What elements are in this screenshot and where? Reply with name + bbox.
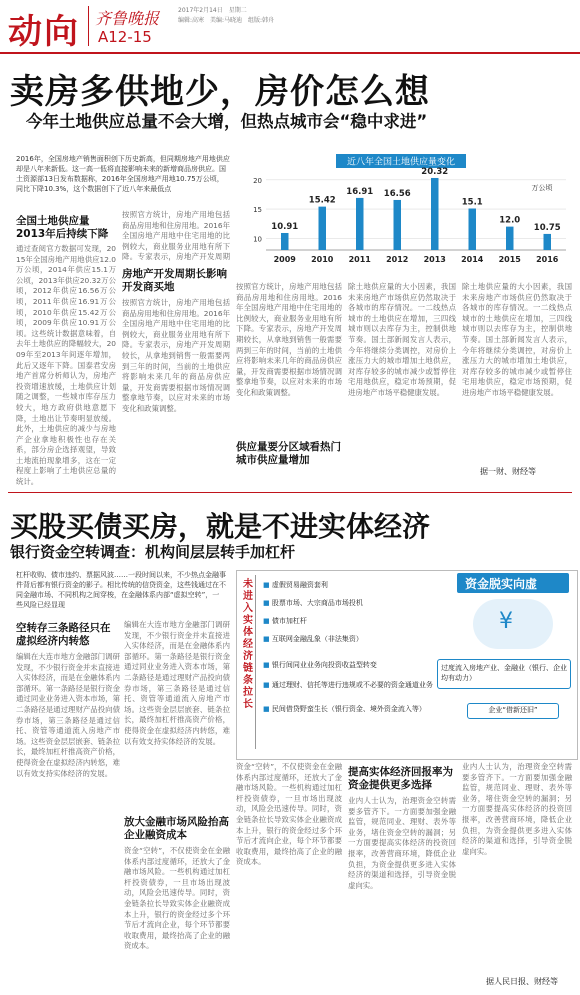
article2-col5-body: 业内人士认为，治理资金空转需要多管齐下。一方面要加强金融监管，规范同业、理财、表外等业务，堵住资金空转的漏洞；另一方面要提高实体经济的投资回报率，改善营商环境，降低企业负担，为资金提供更多进入实体经济的渠道和选择，引导资金脱虚向实。 bbox=[462, 762, 572, 856]
article1-section2-body: 按照官方统计，房地产用地包括商品房用地和住房用地。2016年全国房地产用地中住宅用地的比例较大，商业服务业用地有所下降。专家表示，房地产开发周期较长，从拿地到销售一般需要两到三年的时间，当前的土地供应将影响未来几年的商品房供应量，开发商需要根据市场情况调整拿地节奏，以应对未来的市场变化和政策调整。 bbox=[122, 298, 230, 413]
diagram-item-top bbox=[263, 635, 435, 644]
chart-bar bbox=[319, 207, 327, 250]
article1-col2-body: 按照官方统计，房地产用地包括商品房用地和住房用地。2016年全国房地产用地中住宅用地的比例较大，商业服务业用地有所下降。专家表示，房地产开发周期 bbox=[122, 210, 230, 262]
article1-subhead: 今年土地供应总量不会大增，但热点城市会“稳中求进” bbox=[26, 112, 428, 131]
chart-value-label: 15.1 bbox=[461, 197, 483, 208]
article2-section1-title: 空转存三条路径只在虚拟经济内转悠 bbox=[16, 622, 111, 647]
bullet-icon: ■ bbox=[263, 635, 272, 643]
article2-col2-body: 编辑在大连市地方金融部门调研发现，不少银行资金并未直接进入实体经济，而是在金融体系内部循环。第一条路径是银行资金通过同业业务进入资本市场，第二条路径是通过理财产品投向债券市场，第三条路径是通过信托、资管等通道流入房地产市场。这些资金层层嵌套、链条拉长，最终加杠杆推高资产价格，使得资金在虚拟经济内转悠，难以有效支持实体经济的发展。 bbox=[124, 620, 230, 746]
article1-col5-body: 除土地供应量的大小因素，我国未来房地产市场供应仍然取决于各城市的库存情况。一二线热点城市的土地供应在增加，三四线城市则以去库存为主，控制供地节奏。国土部新闻发言人表示，今年将继续分类调控，对房价上涨压力大的城市增加土地供应，对库存较多的城市减少或暂停住宅用地供应，稳定市场预期，促进房地产市场平稳健康发展。 bbox=[462, 282, 572, 397]
diagram-item-text: 股票市场、大宗商品市场投机 bbox=[271, 599, 363, 607]
diagram-item-bottom bbox=[263, 661, 435, 670]
bullet-icon: ■ bbox=[263, 581, 272, 589]
chart-xtick: 2016 bbox=[536, 255, 559, 264]
diagram-box-realestate: 过度流入房地产业、金融业（银行、企业均有动力） bbox=[437, 659, 571, 689]
header-date: 2017年2月14日 星期二 bbox=[178, 7, 247, 14]
chart-value-label: 10.75 bbox=[533, 222, 561, 233]
diagram-label-not-real-economy: 未进入实体经济 bbox=[243, 579, 253, 662]
article2-section1-body: 编辑在大连市地方金融部门调研发现，不少银行资金并未直接进入实体经济，而是在金融体系内部循环。第一条路径是银行资金通过同业业务进入资本市场，第二条路径是通过理财产品投向债券市场，第三条路径是通过信托、资管等通道流入房地产市场。这些资金层层嵌套、链条拉长，最终加杠杆推高资产价格，使得资金在虚拟经济内转悠，难以有效支持实体经济的发展。 bbox=[16, 652, 120, 778]
chart-bar bbox=[394, 200, 402, 250]
chart-bar bbox=[356, 198, 364, 250]
diagram-item-text: 虚假贸易融资套利 bbox=[271, 581, 328, 589]
chart-value-label: 16.56 bbox=[383, 188, 411, 199]
chart-bar bbox=[506, 227, 514, 250]
yen-icon: ¥ bbox=[499, 609, 513, 634]
header-divider bbox=[88, 6, 89, 46]
diagram-item-text: 民间借贷野蛮生长（银行资金、境外资金流入等） bbox=[271, 705, 426, 713]
fund-flow-diagram bbox=[236, 570, 578, 760]
diagram-item-top bbox=[263, 599, 435, 608]
article2-source: 据人民日报、财经等 bbox=[486, 977, 558, 986]
article1-col3-body: 按照官方统计，房地产用地包括商品房用地和住房用地。2016年全国房地产用地中住宅用地的比例较大，商业服务业用地有所下降。专家表示，房地产开发周期较长，从拿地到销售一般需要两到三年的时间，当前的土地供应将影响未来几年的商品房供应量，开发商需要根据市场情况调整拿地节奏，以应对未来的市场变化和政策调整。 bbox=[236, 282, 342, 397]
bullet-icon: ■ bbox=[263, 661, 272, 669]
diagram-item-top bbox=[263, 581, 435, 590]
chart-title: 近八年全国土地供应量变化 bbox=[346, 157, 456, 168]
diagram-item-text: 银行间同业业务向投资收益型转变 bbox=[271, 661, 377, 669]
article1-source: 据一财、财经等 bbox=[480, 467, 536, 476]
header-editor: 编辑:高寒 美编:马晓迪 组版:韩舟 bbox=[178, 17, 275, 24]
article1-section2-title: 房地产开发周期长影响开发商买地 bbox=[122, 268, 227, 293]
chart-ytick: 10 bbox=[253, 235, 262, 244]
chart-value-label: 10.91 bbox=[271, 221, 299, 232]
bullet-icon: ■ bbox=[263, 705, 272, 713]
chart-xtick: 2014 bbox=[461, 255, 484, 264]
money-illustration bbox=[473, 599, 553, 649]
bullet-icon: ■ bbox=[263, 599, 272, 607]
diagram-item-text: 互联网金融乱象（非法集资） bbox=[271, 635, 363, 643]
article2-subhead: 银行资金空转调查：机构间层层转手加杠杆 bbox=[10, 543, 296, 561]
chart-xtick: 2013 bbox=[423, 255, 446, 264]
chart-value-label: 20.32 bbox=[421, 166, 449, 177]
diagram-item-bottom bbox=[263, 705, 435, 714]
article2-section2-title: 放大金融市场风险抬高企业融资成本 bbox=[124, 816, 229, 841]
article1-headline: 卖房多供地少，房价怎么想 bbox=[10, 72, 430, 112]
article1-section1-title: 全国土地供应量2013年后持续下降 bbox=[16, 215, 109, 240]
diagram-item-bottom bbox=[263, 681, 435, 690]
chart-unit: 万公顷 bbox=[531, 184, 553, 192]
diagram-item-top bbox=[263, 617, 435, 626]
chart-xtick: 2010 bbox=[311, 255, 334, 264]
article2-lede: 杠杆收购、债市违约、票据风波……一段时间以来，不少热点金融事件背后都有银行资金的影子。相比传统的信贷资金，这些钱通过在不同金融市场、不同机构之间穿梭，在金融体系内部“虚拟空转”，一些风险已经显现 bbox=[16, 571, 226, 609]
article1-section3-title: 供应量要分区域看热门城市供应量增加 bbox=[236, 441, 341, 466]
article1-section1-body: 通过查阅官方数据可发现，2015年全国房地产用地供应12.0万公顷，2014年供应15.1万公顷，2013年供应20.32万公顷，2012年供应16.56万公顷，2011年供应16.91万公顷，2010年供应15.42万公顷，2009年供应10.91万公顷。这些统计数据意味着，自去年土地供应的降幅较大，2009年至2013年间逐年增加，此后又逐年下降。国泰君安房地产首席分析师认为，房地产投资增速放缓，土地供应计划随之调整，一些城市库存压力较大，地方政府供地意愿下降，土地出让节奏明显放缓。此外，土地供应的减少与房地产企业拿地积极性也存在关系，部分房企选择观望，导致土地流拍现象增多，这在一定程度上影响了土地供应总量的统计。 bbox=[16, 244, 116, 487]
chart-bar bbox=[544, 234, 552, 250]
diagram-label-longer-chain: 链条拉长 bbox=[243, 663, 253, 710]
diagram-title: 资金脱实向虚 bbox=[465, 577, 538, 591]
chart-bar bbox=[281, 233, 289, 250]
diagram-box-borrow: 企业“借新还旧” bbox=[467, 703, 559, 719]
chart-value-label: 12.0 bbox=[499, 215, 521, 226]
chart-xtick: 2011 bbox=[348, 255, 371, 264]
article2-col3-body: 资金“空转”，不仅使资金在金融体系内部过度循环，还放大了金融市场风险。一些机构通过加杠杆投资债券，一旦市场出现波动，风险会迅速传导。同时，资金链条拉长导致实体企业融资成本上升，银行的资金经过多个环节后才流向企业，每个环节都要收取费用，最终抬高了企业的融资成本。 bbox=[236, 762, 342, 867]
paper-logo: 齐鲁晚报 bbox=[95, 9, 160, 28]
chart-ytick: 15 bbox=[253, 206, 262, 215]
chart-value-label: 16.91 bbox=[346, 186, 374, 197]
article1-col4-body: 除土地供应量的大小因素，我国未来房地产市场供应仍然取决于各城市的库存情况。一二线热点城市的土地供应在增加，三四线城市则以去库存为主，控制供地节奏。国土部新闻发言人表示，今年将继续分类调控，对房价上涨压力大的城市增加土地供应，对库存较多的城市减少或暂停住宅用地供应，稳定市场预期，促进房地产市场平稳健康发展。 bbox=[348, 282, 456, 397]
article2-section2-body: 资金“空转”，不仅使资金在金融体系内部过度循环，还放大了金融市场风险。一些机构通过加杠杆投资债券，一旦市场出现波动，风险会迅速传导。同时，资金链条拉长导致实体企业融资成本上升，银行的资金经过多个环节后才流向企业，每个环节都要收取费用，最终抬高了企业的融资成本。 bbox=[124, 846, 230, 951]
section-divider bbox=[8, 492, 572, 493]
chart-bar bbox=[431, 178, 439, 250]
chart-xtick: 2009 bbox=[273, 255, 296, 264]
chart-xtick: 2012 bbox=[386, 255, 409, 264]
diagram-item-text: 债市加杠杆 bbox=[271, 617, 307, 625]
chart-xtick: 2015 bbox=[498, 255, 521, 264]
article2-section3-title: 提高实体经济回报率为资金提供更多选择 bbox=[348, 766, 453, 791]
diagram-item-text: 通过理财、信托等进行违规或不必要的资金通道业务 bbox=[271, 681, 433, 689]
land-supply-bar-chart bbox=[236, 152, 574, 272]
page-number: A12-15 bbox=[98, 28, 152, 46]
article2-headline: 买股买债买房，就是不进实体经济 bbox=[10, 510, 431, 543]
page-header bbox=[0, 0, 580, 54]
chart-bar bbox=[469, 208, 477, 250]
article2-section3-body: 业内人士认为，治理资金空转需要多管齐下。一方面要加强金融监管，规范同业、理财、表外等业务，堵住资金空转的漏洞；另一方面要提高实体经济的投资回报率，改善营商环境，降低企业负担，为资金提供更多进入实体经济的渠道和选择，引导资金脱虚向实。 bbox=[348, 796, 456, 890]
section-title: 动向 bbox=[8, 12, 80, 52]
bullet-icon: ■ bbox=[263, 681, 272, 689]
article1-lede: 2016年，全国房地产销售面积创下历史新高，但同期房地产用地供应却是八年来新低。这一高一低将直接影响未来的新增商品房供应。国土资源部13日发布数据称，2016年全国房地产用地10.75万公顷，同比下降10.3%，这个数据创下了近八年来最低点 bbox=[16, 155, 230, 193]
chart-ytick: 20 bbox=[253, 176, 262, 185]
bullet-icon: ■ bbox=[263, 617, 272, 625]
chart-value-label: 15.42 bbox=[308, 195, 336, 206]
